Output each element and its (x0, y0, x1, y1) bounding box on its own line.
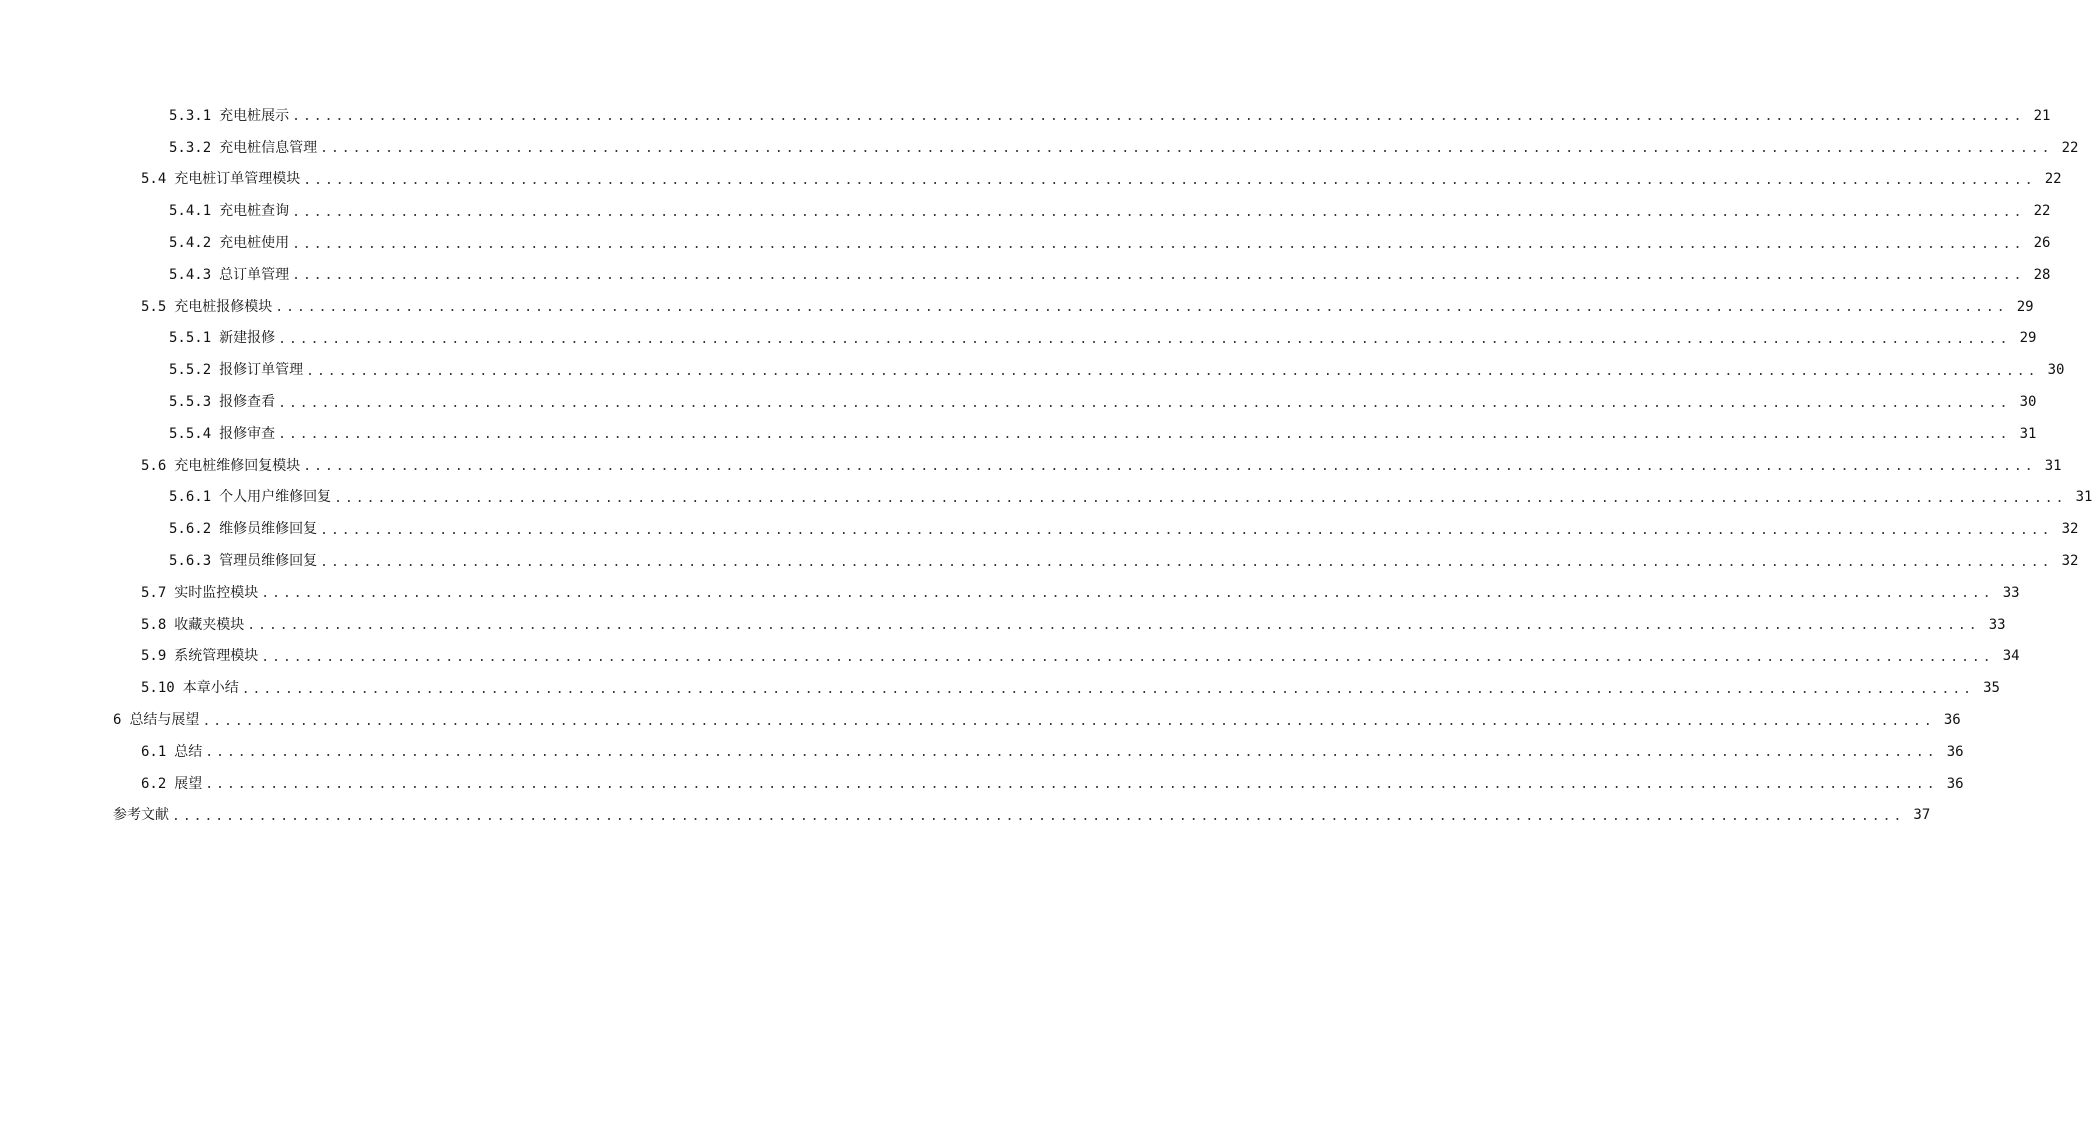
toc-entry[interactable] (169, 259, 2051, 291)
toc-page-number: 33 (2002, 584, 2020, 601)
dot-leader: ................................................................................................................................................................ (320, 554, 2053, 570)
toc-title: 系统管理模块 (174, 648, 259, 665)
dot-leader: ................................................................................................................................................................ (278, 427, 2011, 443)
toc-title: 充电桩订单管理模块 (174, 171, 301, 188)
dot-leader: ................................................................................................................................................................ (292, 268, 2025, 284)
toc-page-number: 22 (2061, 139, 2079, 156)
toc-number: 5.6 (141, 457, 167, 474)
toc-number: 5.5.2 (169, 362, 212, 379)
toc-title: 充电桩使用 (219, 235, 290, 252)
toc-title: 总订单管理 (219, 266, 290, 283)
toc-page-number: 22 (2044, 171, 2062, 188)
toc-title: 充电桩报修模块 (174, 298, 273, 315)
toc-page-number: 22 (2033, 203, 2051, 220)
toc-page-number: 31 (2044, 457, 2062, 474)
toc-title: 充电桩维修回复模块 (174, 457, 301, 474)
toc-page-number: 33 (1988, 616, 2006, 633)
toc-number: 5.7 (141, 584, 167, 601)
toc-page-number: 35 (1983, 680, 2000, 697)
toc-entry[interactable] (169, 418, 2037, 450)
toc-title: 报修查看 (219, 394, 276, 411)
toc-page-number: 31 (2075, 489, 2092, 506)
dot-leader: ................................................................................................................................................................ (303, 172, 2036, 188)
toc-entry[interactable] (141, 609, 2006, 641)
toc-entry[interactable] (169, 482, 2092, 514)
toc-number: 5.4.3 (169, 266, 212, 283)
toc-number: 5.6.3 (169, 553, 212, 570)
toc-entry[interactable] (169, 100, 2051, 132)
dot-leader: ................................................................................................................................................................ (334, 490, 2067, 506)
dot-leader: ................................................................................................................................................................ (261, 649, 1994, 665)
toc-number: 5.5.3 (169, 394, 212, 411)
dot-leader: ................................................................................................................................................................ (303, 459, 2036, 475)
dot-leader: ................................................................................................................................................................ (172, 808, 1905, 824)
toc-number: 5.3.1 (169, 107, 212, 124)
toc-entry[interactable] (169, 545, 2079, 577)
toc-entry[interactable] (169, 513, 2079, 545)
toc-entry[interactable] (141, 641, 2020, 673)
toc-entry[interactable] (169, 323, 2037, 355)
toc-number: 5.9 (141, 648, 167, 665)
toc-entry[interactable] (141, 291, 2034, 323)
toc-page-number: 30 (2019, 394, 2037, 411)
dot-leader: ................................................................................................................................................................ (241, 681, 1974, 697)
toc-title: 充电桩展示 (219, 107, 290, 124)
toc-title: 充电桩信息管理 (219, 139, 318, 156)
toc-entry[interactable] (141, 672, 2000, 704)
toc-entry[interactable] (141, 164, 2062, 196)
toc-page-number: 36 (1943, 712, 1961, 729)
toc-page-number: 36 (1946, 775, 1964, 792)
dot-leader: ................................................................................................................................................................ (292, 109, 2025, 125)
toc-entry[interactable] (141, 577, 2020, 609)
toc-page-number: 28 (2033, 266, 2051, 283)
toc-title: 参考文献 (113, 807, 169, 824)
toc-entry[interactable] (141, 768, 1964, 800)
toc-entry[interactable] (113, 800, 1931, 832)
toc-page-number: 29 (2016, 298, 2034, 315)
toc-number: 5.5 (141, 298, 167, 315)
dot-leader: ................................................................................................................................................................ (261, 586, 1994, 602)
toc-page-number: 32 (2061, 553, 2079, 570)
toc-title: 本章小结 (182, 680, 239, 697)
toc-title: 展望 (174, 775, 203, 792)
toc-entry[interactable] (141, 736, 1964, 768)
toc-title: 个人用户维修回复 (219, 489, 332, 506)
toc-number: 6.1 (141, 743, 167, 760)
toc-entry[interactable] (141, 450, 2062, 482)
dot-leader: ................................................................................................................................................................ (202, 713, 1935, 729)
dot-leader: ................................................................................................................................................................ (320, 141, 2053, 157)
toc-number: 6 (113, 712, 122, 729)
toc-title: 充电桩查询 (219, 203, 290, 220)
toc-page-number: 37 (1913, 807, 1931, 824)
dot-leader: ................................................................................................................................................................ (205, 777, 1938, 793)
dot-leader: ................................................................................................................................................................ (247, 618, 1980, 634)
toc-title: 总结 (174, 743, 203, 760)
toc-page-number: 32 (2061, 521, 2079, 538)
toc-page-number: 26 (2033, 235, 2051, 252)
toc-number: 5.8 (141, 616, 167, 633)
toc-page-number: 36 (1946, 743, 1964, 760)
dot-leader: ................................................................................................................................................................ (205, 745, 1938, 761)
toc-title: 报修审查 (219, 425, 276, 442)
toc-number: 5.5.4 (169, 425, 212, 442)
toc-entry[interactable] (169, 195, 2051, 227)
toc-number: 5.5.1 (169, 330, 212, 347)
toc-number: 6.2 (141, 775, 167, 792)
toc-number: 5.4.1 (169, 203, 212, 220)
toc-title: 报修订单管理 (219, 362, 304, 379)
toc-title: 总结与展望 (129, 712, 200, 729)
dot-leader: ................................................................................................................................................................ (278, 395, 2011, 411)
toc-entry[interactable] (113, 704, 1961, 736)
dot-leader: ................................................................................................................................................................ (292, 236, 2025, 252)
toc-number: 5.3.2 (169, 139, 212, 156)
toc-number: 5.6.2 (169, 521, 212, 538)
table-of-contents (0, 100, 2092, 831)
toc-title: 收藏夹模块 (174, 616, 245, 633)
dot-leader: ................................................................................................................................................................ (275, 300, 2008, 316)
toc-page-number: 30 (2047, 362, 2065, 379)
toc-title: 实时监控模块 (174, 584, 259, 601)
toc-title: 维修员维修回复 (219, 521, 318, 538)
toc-page-number: 21 (2033, 107, 2051, 124)
dot-leader: ................................................................................................................................................................ (306, 363, 2039, 379)
toc-entry[interactable] (169, 227, 2051, 259)
toc-page-number: 31 (2019, 425, 2037, 442)
toc-page-number: 29 (2019, 330, 2037, 347)
toc-number: 5.6.1 (169, 489, 212, 506)
toc-page-number: 34 (2002, 648, 2020, 665)
toc-number: 5.4.2 (169, 235, 212, 252)
toc-number: 5.4 (141, 171, 167, 188)
toc-title: 新建报修 (219, 330, 276, 347)
toc-entry[interactable] (169, 386, 2037, 418)
dot-leader: ................................................................................................................................................................ (320, 522, 2053, 538)
toc-entry[interactable] (169, 354, 2065, 386)
toc-entry[interactable] (169, 132, 2079, 164)
dot-leader: ................................................................................................................................................................ (292, 204, 2025, 220)
dot-leader: ................................................................................................................................................................ (278, 331, 2011, 347)
toc-number: 5.10 (141, 680, 175, 697)
toc-title: 管理员维修回复 (219, 553, 318, 570)
